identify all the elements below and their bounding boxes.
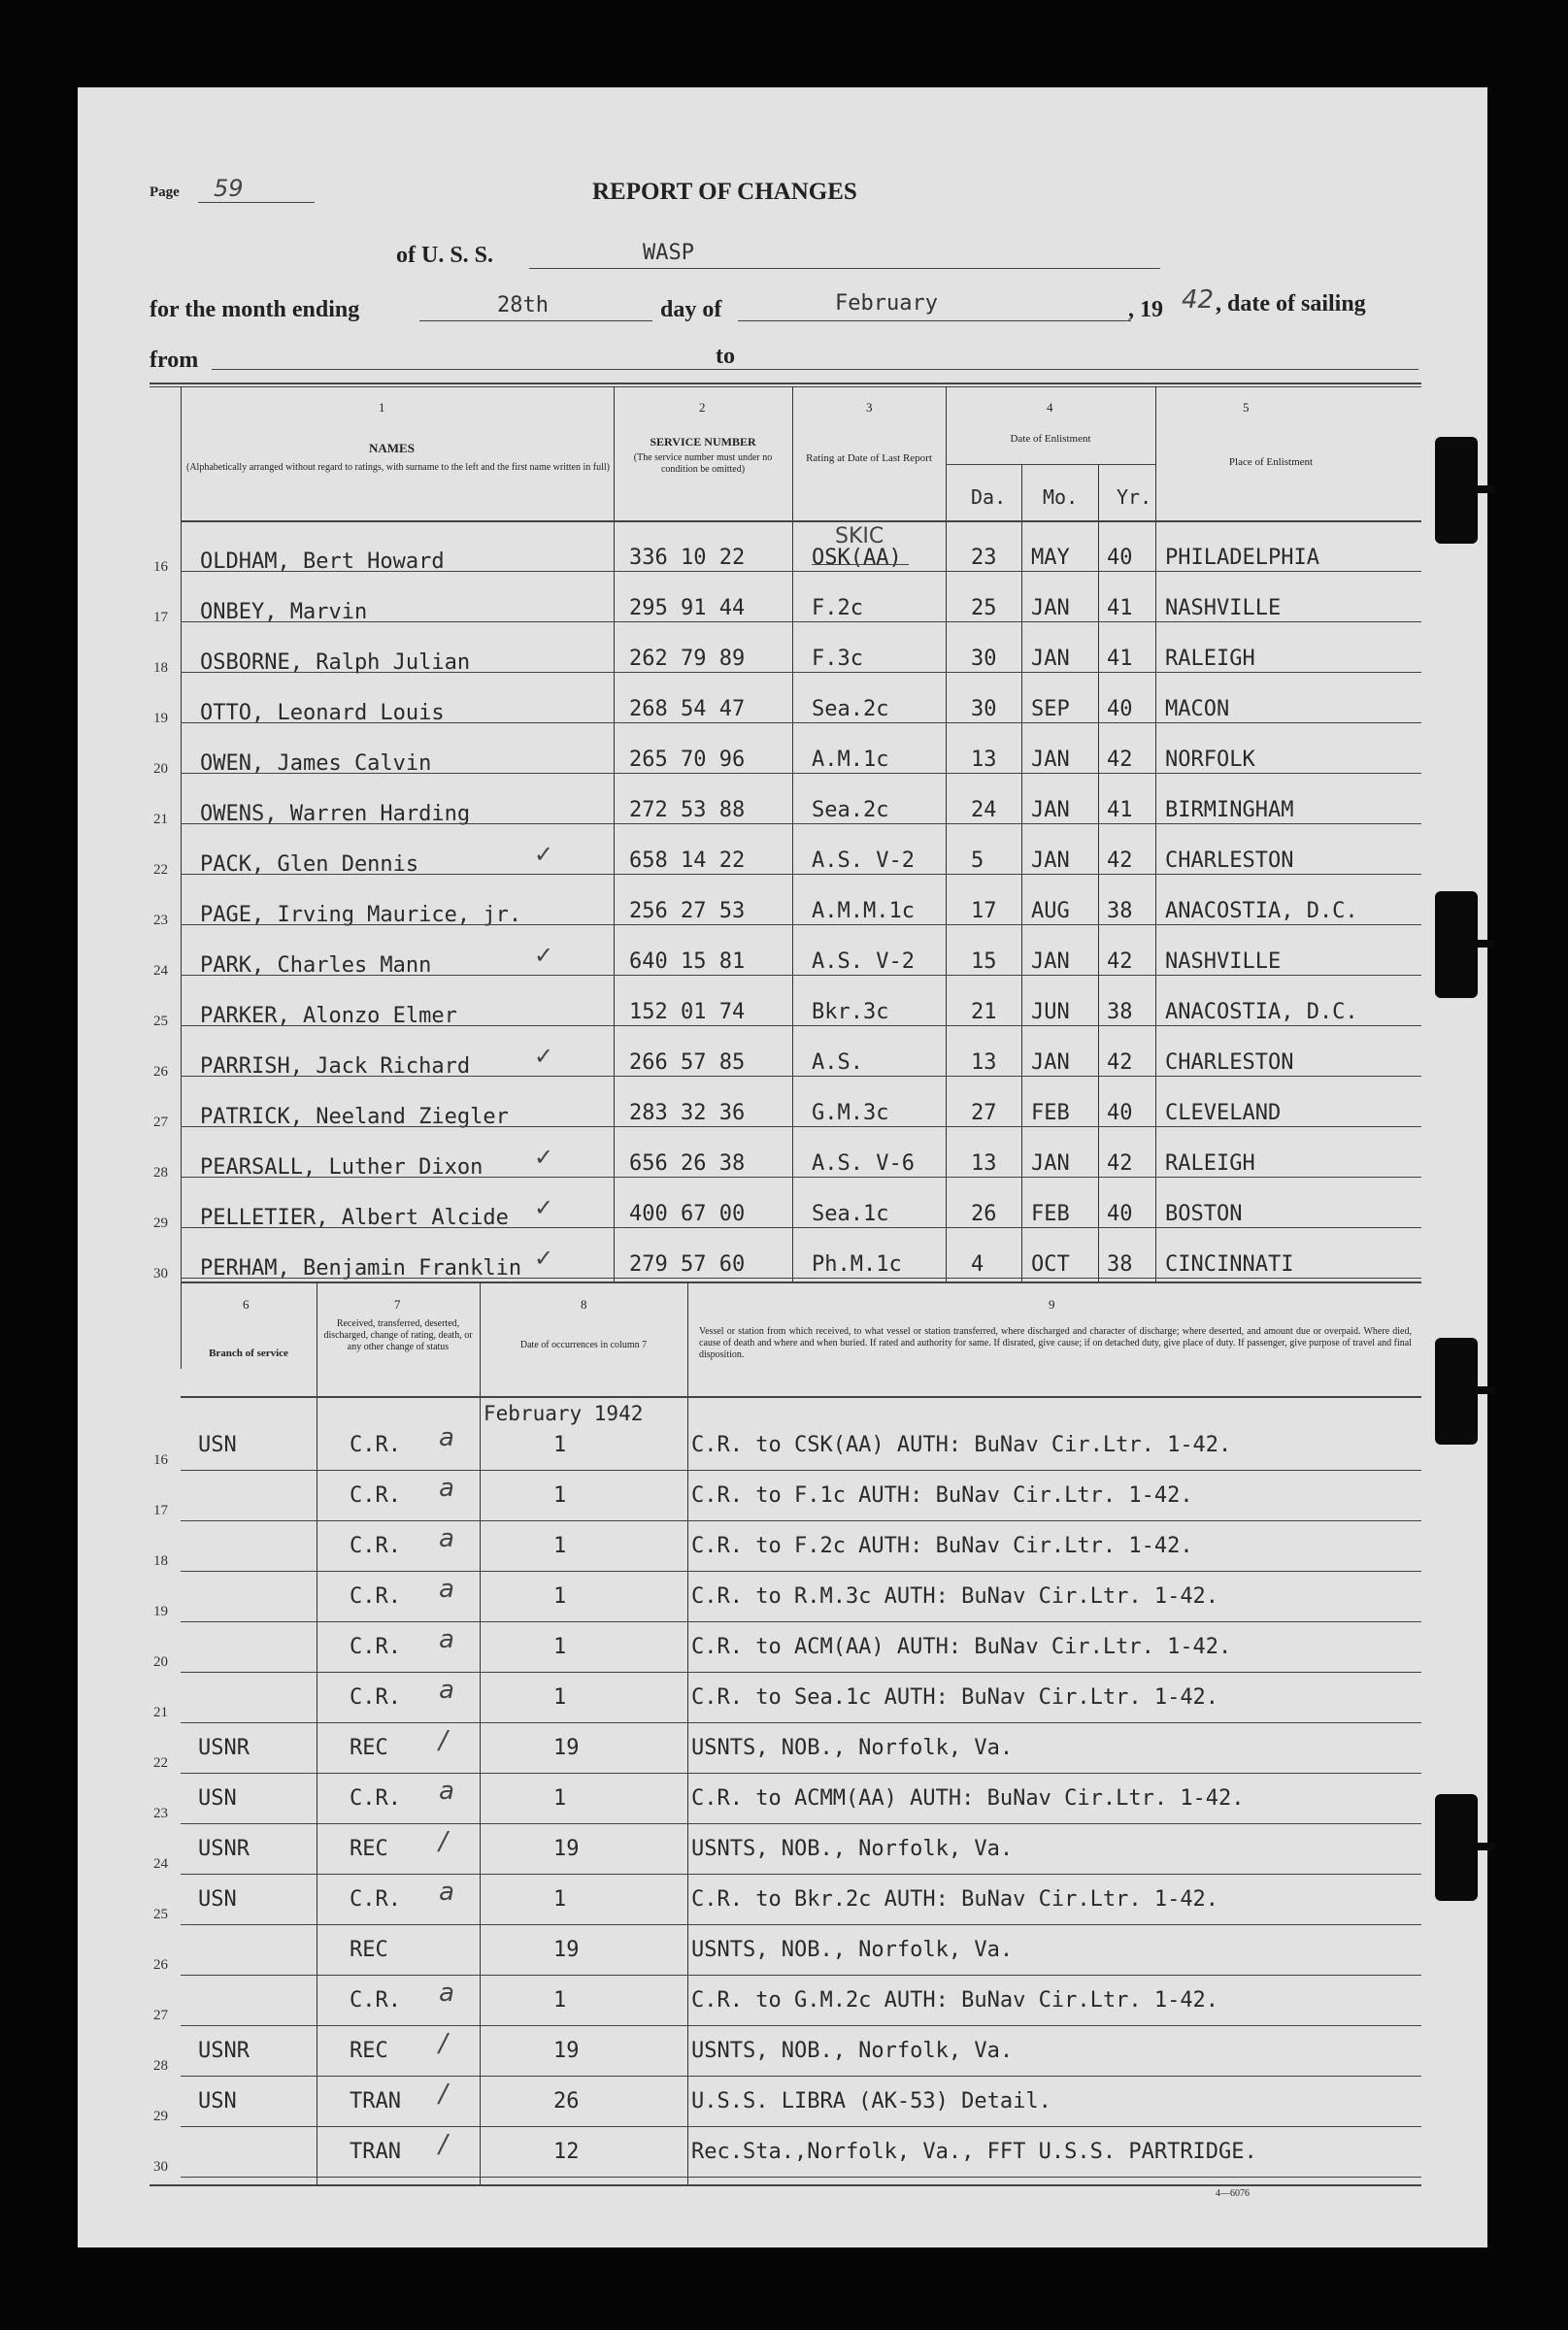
col3-number: 3 bbox=[866, 400, 873, 415]
service-number: 658 14 22 bbox=[629, 849, 746, 873]
occurrence-date: 1 bbox=[553, 1635, 567, 1659]
branch-of-service: USNR bbox=[198, 1837, 250, 1861]
row-number: 30 bbox=[153, 1266, 168, 1282]
page-title: REPORT OF CHANGES bbox=[592, 179, 857, 205]
row-number: 28 bbox=[153, 2058, 168, 2074]
occurrence-date: 1 bbox=[553, 1433, 567, 1457]
row-number: 18 bbox=[153, 660, 168, 676]
enlist-day: 13 bbox=[971, 1151, 997, 1176]
enlistee-name: PACK, Glen Dennis bbox=[200, 852, 419, 877]
occurrence-date: 19 bbox=[553, 1736, 580, 1760]
col4-day-header: Da. bbox=[971, 485, 1007, 509]
rating: A.M.M.1c bbox=[812, 899, 915, 923]
enlist-year: 40 bbox=[1107, 1202, 1133, 1226]
row-number: 29 bbox=[153, 1215, 168, 1231]
col6-title: Branch of service bbox=[209, 1348, 288, 1359]
service-number: 266 57 85 bbox=[629, 1050, 746, 1075]
occurrence-date: 1 bbox=[553, 1786, 567, 1811]
place-of-enlistment: NASHVILLE bbox=[1165, 949, 1282, 974]
handwritten-mark: a bbox=[439, 1878, 454, 1907]
service-number: 256 27 53 bbox=[629, 899, 746, 923]
place-of-enlistment: ANACOSTIA, D.C. bbox=[1165, 899, 1358, 923]
enlist-month: JAN bbox=[1031, 1050, 1070, 1075]
handwritten-mark: / bbox=[439, 2130, 448, 2159]
enlist-month: JAN bbox=[1031, 1151, 1070, 1176]
col1-note: (Alphabetically arranged without regard to ratings, with surname to the left and the first name written in full) bbox=[186, 462, 610, 473]
row-number: 16 bbox=[153, 559, 168, 575]
place-of-enlistment: BOSTON bbox=[1165, 1202, 1243, 1226]
status-change: C.R. bbox=[350, 1786, 401, 1811]
col1-number: 1 bbox=[379, 400, 385, 415]
rating: G.M.3c bbox=[812, 1101, 889, 1125]
branch-of-service: USNR bbox=[198, 1736, 250, 1760]
check-mark: ✓ bbox=[534, 1245, 554, 1272]
col2-note: (The service number must under no condition be omitted) bbox=[633, 452, 773, 475]
rating: OSK(AA) bbox=[812, 546, 902, 570]
row-number: 16 bbox=[153, 1452, 168, 1468]
row-number: 17 bbox=[153, 610, 168, 625]
status-change: TRAN bbox=[350, 2140, 401, 2164]
occurrence-date: 1 bbox=[553, 1685, 567, 1710]
enlist-day: 13 bbox=[971, 1050, 997, 1075]
remark: USNTS, NOB., Norfolk, Va. bbox=[691, 2039, 1014, 2063]
service-number: 400 67 00 bbox=[629, 1202, 746, 1226]
row-number: 17 bbox=[153, 1503, 168, 1518]
service-number: 272 53 88 bbox=[629, 798, 746, 822]
enlist-month: JAN bbox=[1031, 596, 1070, 620]
row-number: 24 bbox=[153, 963, 168, 979]
remark: USNTS, NOB., Norfolk, Va. bbox=[691, 1938, 1014, 1962]
remark: U.S.S. LIBRA (AK-53) Detail. bbox=[691, 2089, 1051, 2114]
enlist-day: 17 bbox=[971, 899, 997, 923]
status-change: C.R. bbox=[350, 1988, 401, 2013]
row-number: 27 bbox=[153, 2008, 168, 2023]
month-ending-label: for the month ending bbox=[150, 297, 360, 322]
enlist-day: 15 bbox=[971, 949, 997, 974]
remark: USNTS, NOB., Norfolk, Va. bbox=[691, 1837, 1014, 1861]
row-number: 23 bbox=[153, 913, 168, 928]
enlist-day: 25 bbox=[971, 596, 997, 620]
enlist-month: MAY bbox=[1031, 546, 1070, 570]
col8-title: Date of occurrences in column 7 bbox=[519, 1340, 648, 1350]
handwritten-mark: a bbox=[439, 1524, 454, 1553]
service-number: 268 54 47 bbox=[629, 697, 746, 721]
rating-annotation: SKIC bbox=[835, 524, 884, 549]
enlist-day: 21 bbox=[971, 1000, 997, 1024]
service-number: 265 70 96 bbox=[629, 748, 746, 772]
rating: A.S. V-2 bbox=[812, 849, 915, 873]
service-number: 279 57 60 bbox=[629, 1252, 746, 1277]
enlistee-name: OWENS, Warren Harding bbox=[200, 802, 471, 826]
enlist-month: JAN bbox=[1031, 748, 1070, 772]
occurrence-date: 19 bbox=[553, 2039, 580, 2063]
occurrence-date: 1 bbox=[553, 1988, 567, 2013]
month-value: February bbox=[835, 291, 938, 316]
remark: C.R. to CSK(AA) AUTH: BuNav Cir.Ltr. 1-42. bbox=[691, 1433, 1232, 1457]
enlist-month: JUN bbox=[1031, 1000, 1070, 1024]
status-change: C.R. bbox=[350, 1433, 401, 1457]
branch-of-service: USN bbox=[198, 1786, 237, 1811]
check-mark: ✓ bbox=[534, 1144, 554, 1171]
remark: C.R. to ACMM(AA) AUTH: BuNav Cir.Ltr. 1-42. bbox=[691, 1786, 1245, 1811]
rating: Sea.1c bbox=[812, 1202, 889, 1226]
enlist-month: JAN bbox=[1031, 849, 1070, 873]
handwritten-mark: a bbox=[439, 1423, 454, 1452]
date-header: February 1942 bbox=[484, 1402, 644, 1425]
enlistee-name: OLDHAM, Bert Howard bbox=[200, 549, 445, 574]
occurrence-date: 1 bbox=[553, 1534, 567, 1558]
place-of-enlistment: NASHVILLE bbox=[1165, 596, 1282, 620]
col2-title: SERVICE NUMBER bbox=[650, 435, 756, 449]
row-number: 23 bbox=[153, 1806, 168, 1821]
enlistee-name: PARK, Charles Mann bbox=[200, 953, 432, 978]
occurrence-date: 1 bbox=[553, 1887, 567, 1912]
row-number: 20 bbox=[153, 761, 168, 777]
row-number: 28 bbox=[153, 1165, 168, 1181]
enlist-month: AUG bbox=[1031, 899, 1070, 923]
from-label: from bbox=[150, 348, 199, 373]
enlist-day: 13 bbox=[971, 748, 997, 772]
handwritten-mark: a bbox=[439, 1474, 454, 1503]
status-change: C.R. bbox=[350, 1534, 401, 1558]
service-number: 262 79 89 bbox=[629, 647, 746, 671]
enlist-month: OCT bbox=[1031, 1252, 1070, 1277]
row-number: 26 bbox=[153, 1957, 168, 1973]
status-change: C.R. bbox=[350, 1635, 401, 1659]
handwritten-mark: a bbox=[439, 1676, 454, 1705]
place-of-enlistment: CINCINNATI bbox=[1165, 1252, 1294, 1277]
place-of-enlistment: CLEVELAND bbox=[1165, 1101, 1282, 1125]
status-change: TRAN bbox=[350, 2089, 401, 2114]
occurrence-date: 26 bbox=[553, 2089, 580, 2114]
enlist-year: 38 bbox=[1107, 899, 1133, 923]
occurrence-date: 19 bbox=[553, 1837, 580, 1861]
col4-title: Date of Enlistment bbox=[1010, 433, 1091, 445]
row-number: 25 bbox=[153, 1907, 168, 1922]
status-change: REC bbox=[350, 1837, 388, 1861]
check-mark: ✓ bbox=[534, 1194, 554, 1221]
enlist-day: 24 bbox=[971, 798, 997, 822]
rating: A.M.1c bbox=[812, 748, 889, 772]
form-number: 4—6076 bbox=[1216, 2188, 1250, 2199]
page-number: 59 bbox=[214, 175, 244, 202]
row-number: 22 bbox=[153, 862, 168, 878]
rating: A.S. V-2 bbox=[812, 949, 915, 974]
row-number: 29 bbox=[153, 2109, 168, 2124]
row-number: 27 bbox=[153, 1115, 168, 1130]
status-change: C.R. bbox=[350, 1483, 401, 1508]
remark: C.R. to Bkr.2c AUTH: BuNav Cir.Ltr. 1-42. bbox=[691, 1887, 1219, 1912]
place-of-enlistment: PHILADELPHIA bbox=[1165, 546, 1319, 570]
status-change: REC bbox=[350, 1938, 388, 1962]
enlistee-name: PATRICK, Neeland Ziegler bbox=[200, 1105, 509, 1129]
enlist-month: SEP bbox=[1031, 697, 1070, 721]
status-change: C.R. bbox=[350, 1685, 401, 1710]
col1-title: NAMES bbox=[369, 441, 415, 455]
service-number: 656 26 38 bbox=[629, 1151, 746, 1176]
rating: F.2c bbox=[812, 596, 863, 620]
remark: C.R. to G.M.2c AUTH: BuNav Cir.Ltr. 1-42. bbox=[691, 1988, 1219, 2013]
branch-of-service: USNR bbox=[198, 2039, 250, 2063]
branch-of-service: USN bbox=[198, 1887, 237, 1912]
row-number: 26 bbox=[153, 1064, 168, 1080]
enlist-day: 30 bbox=[971, 697, 997, 721]
check-mark: ✓ bbox=[534, 1043, 554, 1070]
enlist-year: 42 bbox=[1107, 849, 1133, 873]
remark: C.R. to ACM(AA) AUTH: BuNav Cir.Ltr. 1-42. bbox=[691, 1635, 1232, 1659]
handwritten-mark: a bbox=[439, 1625, 454, 1654]
row-number: 18 bbox=[153, 1553, 168, 1569]
row-number: 21 bbox=[153, 812, 168, 827]
place-of-enlistment: CHARLESTON bbox=[1165, 849, 1294, 873]
of-uss-label: of U. S. S. bbox=[396, 243, 494, 268]
enlist-year: 42 bbox=[1107, 1151, 1133, 1176]
enlist-month: JAN bbox=[1031, 798, 1070, 822]
status-change: REC bbox=[350, 2039, 388, 2063]
enlistee-name: OTTO, Leonard Louis bbox=[200, 701, 445, 725]
enlist-year: 41 bbox=[1107, 647, 1133, 671]
remark: USNTS, NOB., Norfolk, Va. bbox=[691, 1736, 1014, 1760]
check-mark: ✓ bbox=[534, 841, 554, 868]
row-number: 22 bbox=[153, 1755, 168, 1771]
row-number: 25 bbox=[153, 1014, 168, 1029]
service-number: 295 91 44 bbox=[629, 596, 746, 620]
enlist-year: 38 bbox=[1107, 1000, 1133, 1024]
enlistee-name: PELLETIER, Albert Alcide bbox=[200, 1206, 509, 1230]
col7-title: Received, transferred, deserted, discharged, change of rating, death, or any other change of status bbox=[323, 1318, 473, 1352]
rating: A.S. bbox=[812, 1050, 863, 1075]
enlistee-name: PARRISH, Jack Richard bbox=[200, 1054, 471, 1079]
remark: C.R. to F.1c AUTH: BuNav Cir.Ltr. 1-42. bbox=[691, 1483, 1193, 1508]
col9-title: Vessel or station from which received, to what vessel or station transferred, where discharged and character of discharge; where deserted, and amount due or overpaid. Where died, cause of death and where and when buried. If rated and authority for same. If disrated, give cause; if on detached duty, give place of duty. If passenger, give purpose of travel and final disposition. bbox=[699, 1326, 1412, 1360]
enlist-year: 40 bbox=[1107, 697, 1133, 721]
enlist-day: 27 bbox=[971, 1101, 997, 1125]
place-of-enlistment: ANACOSTIA, D.C. bbox=[1165, 1000, 1358, 1024]
col6-number: 6 bbox=[243, 1297, 250, 1312]
rating: A.S. V-6 bbox=[812, 1151, 915, 1176]
enlist-day: 5 bbox=[971, 849, 984, 873]
status-change: REC bbox=[350, 1736, 388, 1760]
enlistee-name: PEARSALL, Luther Dixon bbox=[200, 1155, 484, 1180]
remark: C.R. to Sea.1c AUTH: BuNav Cir.Ltr. 1-42. bbox=[691, 1685, 1219, 1710]
day-of-label: day of bbox=[660, 297, 722, 322]
remark: Rec.Sta.,Norfolk, Va., FFT U.S.S. PARTRIDGE. bbox=[691, 2140, 1257, 2164]
rating: F.3c bbox=[812, 647, 863, 671]
row-number: 30 bbox=[153, 2159, 168, 2175]
row-number: 19 bbox=[153, 1604, 168, 1619]
enlistee-name: ONBEY, Marvin bbox=[200, 600, 368, 624]
col4-month-header: Mo. bbox=[1043, 485, 1079, 509]
day-value: 28th bbox=[497, 293, 549, 317]
check-mark: ✓ bbox=[534, 942, 554, 969]
row-number: 19 bbox=[153, 711, 168, 726]
enlist-year: 41 bbox=[1107, 596, 1133, 620]
handwritten-mark: / bbox=[439, 2080, 448, 2109]
col3-title: Rating at Date of Last Report bbox=[806, 452, 932, 464]
place-of-enlistment: BIRMINGHAM bbox=[1165, 798, 1294, 822]
enlistee-name: OSBORNE, Ralph Julian bbox=[200, 650, 471, 675]
enlist-year: 42 bbox=[1107, 1050, 1133, 1075]
status-change: C.R. bbox=[350, 1887, 401, 1912]
occurrence-date: 12 bbox=[553, 2140, 580, 2164]
col4-year-header: Yr. bbox=[1117, 485, 1152, 509]
place-of-enlistment: RALEIGH bbox=[1165, 647, 1255, 671]
enlist-month: FEB bbox=[1031, 1202, 1070, 1226]
enlist-year: 38 bbox=[1107, 1252, 1133, 1277]
col2-number: 2 bbox=[699, 400, 706, 415]
col7-number: 7 bbox=[394, 1297, 401, 1312]
handwritten-mark: a bbox=[439, 1575, 454, 1604]
handwritten-mark: / bbox=[439, 1827, 448, 1856]
enlistee-name: OWEN, James Calvin bbox=[200, 751, 432, 776]
branch-of-service: USN bbox=[198, 1433, 237, 1457]
year-value: 42 bbox=[1182, 285, 1215, 315]
to-label: to bbox=[716, 344, 735, 369]
col5-title: Place of Enlistment bbox=[1228, 456, 1314, 468]
handwritten-mark: a bbox=[439, 1777, 454, 1806]
enlist-day: 23 bbox=[971, 546, 997, 570]
enlist-year: 42 bbox=[1107, 748, 1133, 772]
enlist-day: 4 bbox=[971, 1252, 984, 1277]
enlist-month: JAN bbox=[1031, 949, 1070, 974]
handwritten-mark: a bbox=[439, 1979, 454, 2008]
rating: Ph.M.1c bbox=[812, 1252, 902, 1277]
enlistee-name: PERHAM, Benjamin Franklin bbox=[200, 1256, 522, 1281]
enlist-year: 40 bbox=[1107, 546, 1133, 570]
handwritten-mark: / bbox=[439, 2029, 448, 2058]
service-number: 336 10 22 bbox=[629, 546, 746, 570]
handwritten-mark: / bbox=[439, 1726, 448, 1755]
rating: Sea.2c bbox=[812, 697, 889, 721]
occurrence-date: 1 bbox=[553, 1584, 567, 1609]
rating: Bkr.3c bbox=[812, 1000, 889, 1024]
col5-number: 5 bbox=[1243, 400, 1250, 415]
col9-number: 9 bbox=[1049, 1297, 1055, 1312]
enlist-year: 41 bbox=[1107, 798, 1133, 822]
status-change: C.R. bbox=[350, 1584, 401, 1609]
enlist-day: 30 bbox=[971, 647, 997, 671]
form-page bbox=[78, 87, 1487, 2247]
date-of-sailing-label: , date of sailing bbox=[1216, 291, 1366, 316]
ship-name: WASP bbox=[643, 241, 694, 265]
row-number: 24 bbox=[153, 1856, 168, 1872]
enlist-year: 40 bbox=[1107, 1101, 1133, 1125]
page-label: Page bbox=[150, 184, 180, 200]
col4-number: 4 bbox=[1047, 400, 1053, 415]
place-of-enlistment: NORFOLK bbox=[1165, 748, 1255, 772]
rating: Sea.2c bbox=[812, 798, 889, 822]
enlistee-name: PARKER, Alonzo Elmer bbox=[200, 1004, 457, 1028]
service-number: 640 15 81 bbox=[629, 949, 746, 974]
place-of-enlistment: MACON bbox=[1165, 697, 1230, 721]
remark: C.R. to R.M.3c AUTH: BuNav Cir.Ltr. 1-42. bbox=[691, 1584, 1219, 1609]
enlist-month: FEB bbox=[1031, 1101, 1070, 1125]
service-number: 152 01 74 bbox=[629, 1000, 746, 1024]
row-number: 20 bbox=[153, 1654, 168, 1670]
enlist-year: 42 bbox=[1107, 949, 1133, 974]
remark: C.R. to F.2c AUTH: BuNav Cir.Ltr. 1-42. bbox=[691, 1534, 1193, 1558]
col8-number: 8 bbox=[581, 1297, 587, 1312]
enlistee-name: PAGE, Irving Maurice, jr. bbox=[200, 903, 522, 927]
service-number: 283 32 36 bbox=[629, 1101, 746, 1125]
branch-of-service: USN bbox=[198, 2089, 237, 2114]
enlist-month: JAN bbox=[1031, 647, 1070, 671]
occurrence-date: 19 bbox=[553, 1938, 580, 1962]
place-of-enlistment: CHARLESTON bbox=[1165, 1050, 1294, 1075]
year-prefix: , 19 bbox=[1128, 297, 1163, 322]
occurrence-date: 1 bbox=[553, 1483, 567, 1508]
enlist-day: 26 bbox=[971, 1202, 997, 1226]
row-number: 21 bbox=[153, 1705, 168, 1720]
place-of-enlistment: RALEIGH bbox=[1165, 1151, 1255, 1176]
